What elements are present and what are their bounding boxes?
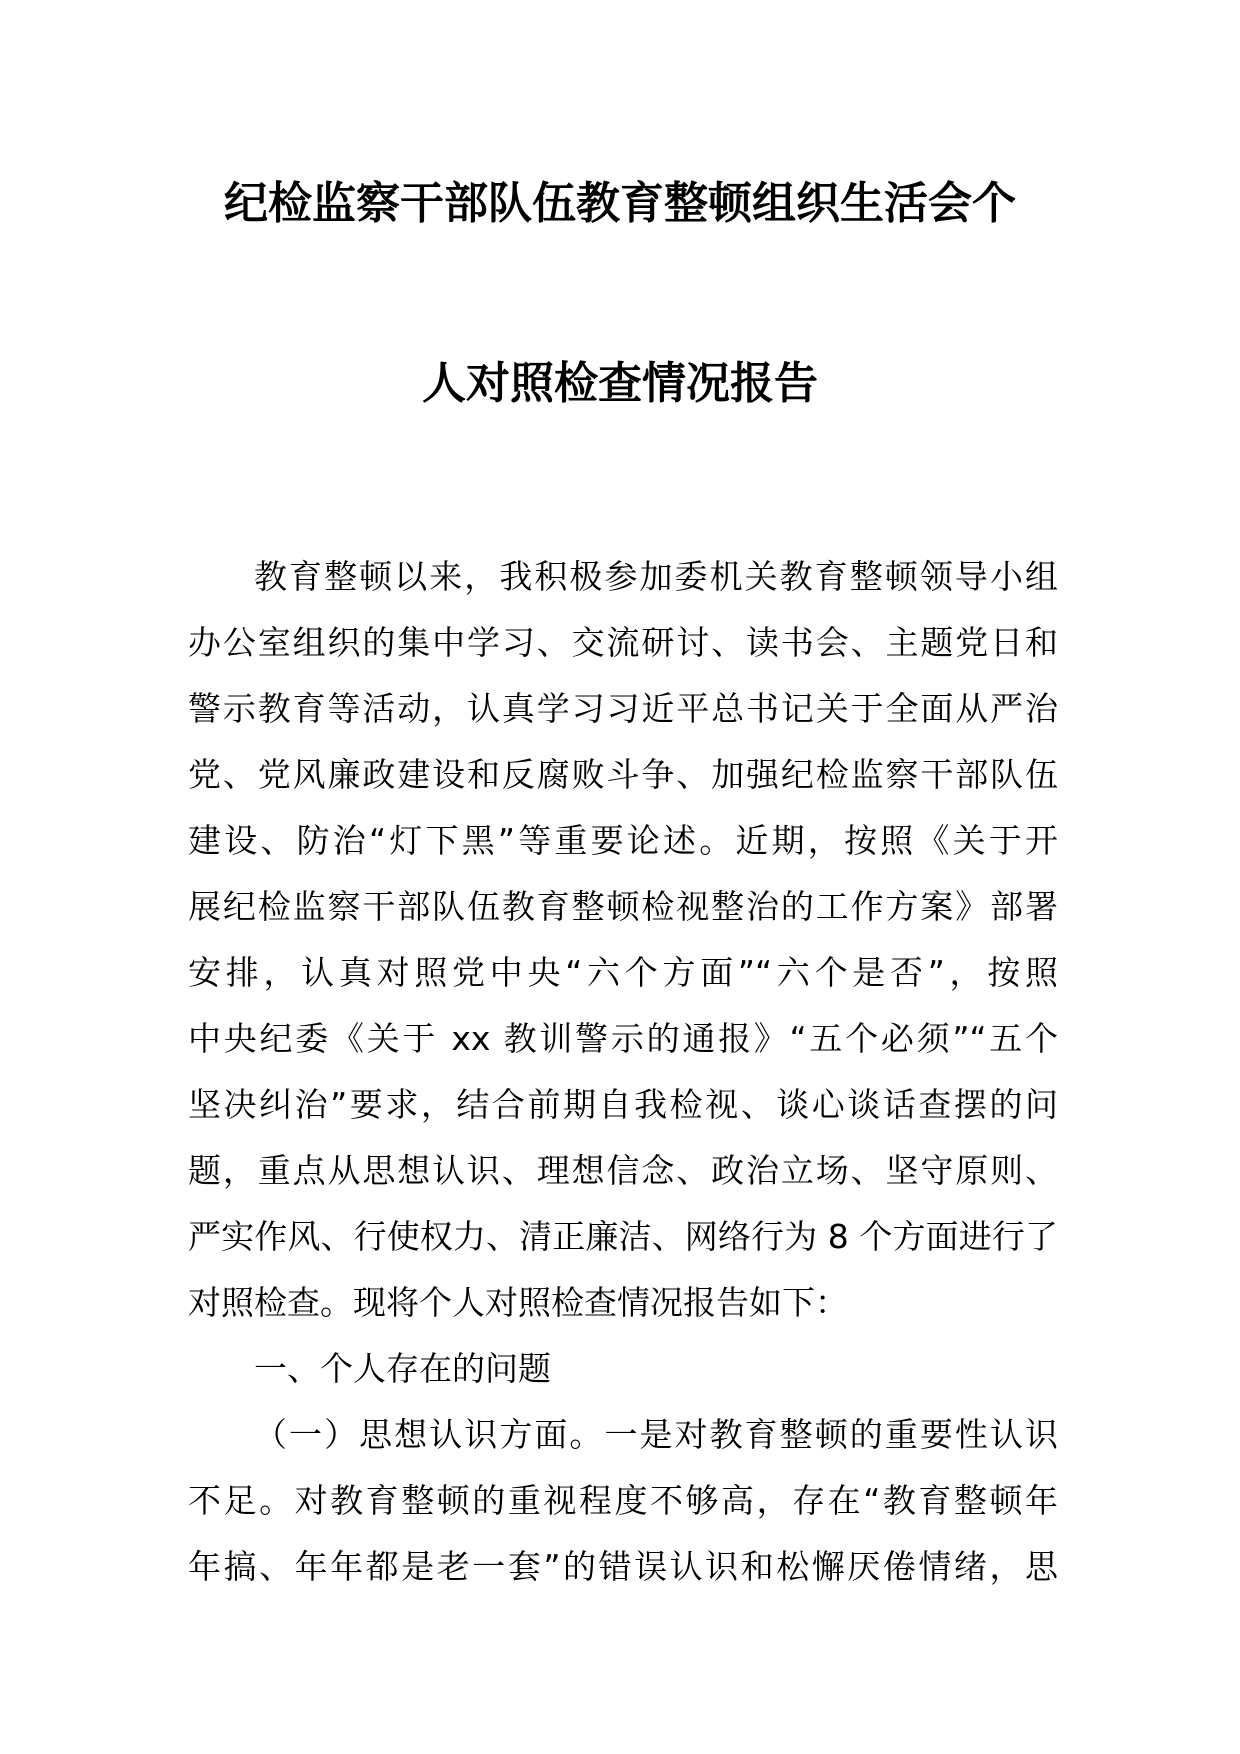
paragraph-line: （一）思想认识方面。一是对教育整顿的重要性认识	[254, 1415, 1058, 1454]
paragraph-line: 党、党风廉政建设和反腐败斗争、加强纪检监察干部队伍	[188, 755, 1058, 794]
paragraph-line: 建设、防治“灯下黑”等重要论述。近期，按照《关于开	[188, 821, 1058, 860]
paragraph-line: 坚决纠治”要求，结合前期自我检视、谈心谈话查摆的问	[188, 1085, 1058, 1124]
paragraph-line: 对照检查。现将个人对照检查情况报告如下：	[188, 1283, 848, 1322]
paragraph-line: 办公室组织的集中学习、交流研讨、读书会、主题党日和	[188, 623, 1058, 662]
paragraph-line: 中央纪委《关于 xx 教训警示的通报》“五个必须”“五个	[188, 1019, 1058, 1058]
section-heading: 一、个人存在的问题	[254, 1349, 551, 1388]
paragraph-line: 题，重点从思想认识、理想信念、政治立场、坚守原则、	[188, 1151, 1058, 1190]
document-title-line-2: 人对照检查情况报告	[422, 358, 818, 409]
paragraph-line: 年搞、年年都是老一套”的错误认识和松懈厌倦情绪，思	[188, 1547, 1058, 1586]
paragraph-line: 安排，认真对照党中央“六个方面”“六个是否”，按照	[188, 953, 1058, 992]
paragraph-line: 展纪检监察干部队伍教育整顿检视整治的工作方案》部署	[188, 887, 1058, 926]
paragraph-line: 不足。对教育整顿的重视程度不够高，存在“教育整顿年	[188, 1481, 1058, 1520]
paragraph-line: 警示教育等活动，认真学习习近平总书记关于全面从严治	[188, 689, 1058, 728]
paragraph-line: 教育整顿以来，我积极参加委机关教育整顿领导小组	[254, 557, 1058, 596]
paragraph-line: 严实作风、行使权力、清正廉洁、网络行为 8 个方面进行了	[188, 1217, 1058, 1256]
document-body	[188, 544, 1058, 1600]
document-title-line-1: 纪检监察干部队伍教育整顿组织生活会个	[224, 178, 1016, 229]
